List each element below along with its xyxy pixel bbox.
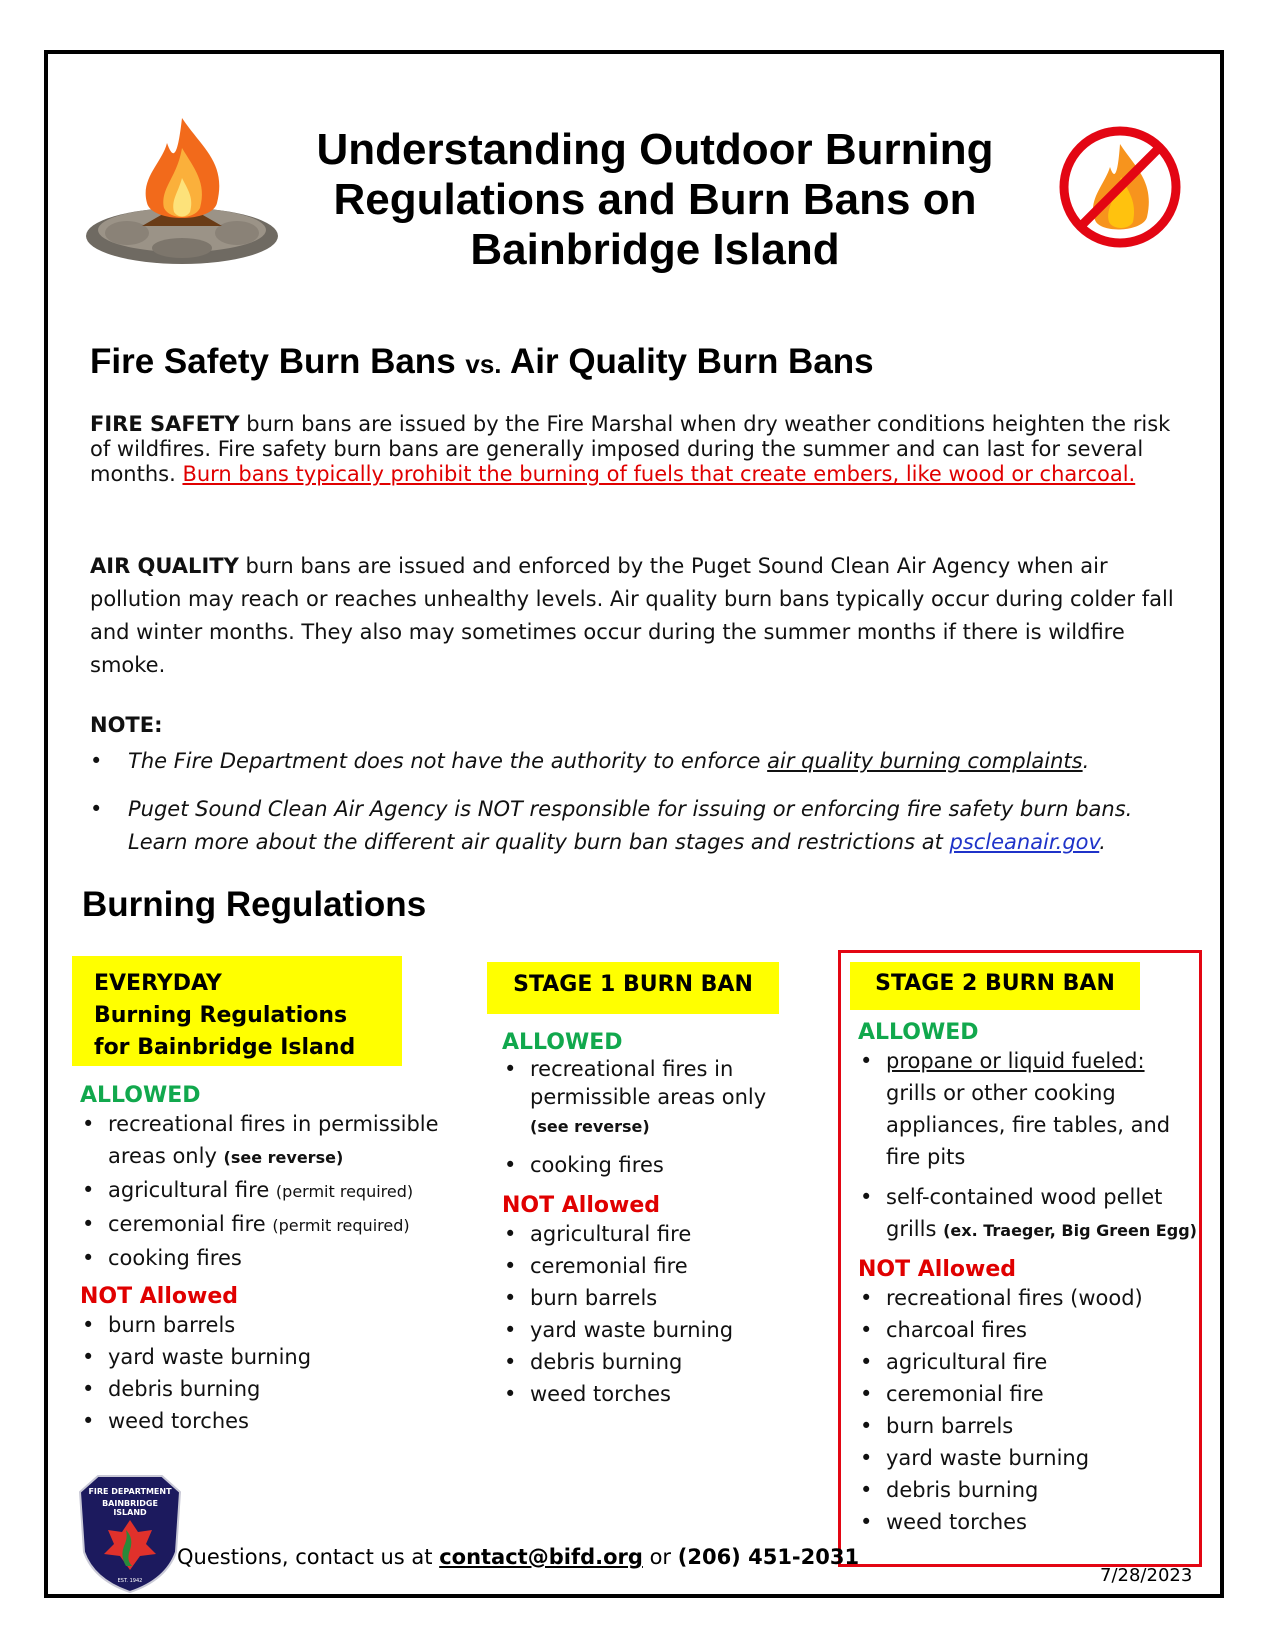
title-line-3: Bainbridge Island: [470, 225, 840, 274]
everyday-head-line-1: EVERYDAY: [94, 971, 222, 996]
email-link[interactable]: contact@bifd.org: [439, 1545, 643, 1569]
logo-mid-text-2: ISLAND: [113, 1508, 147, 1517]
not-allowed-label: NOT Allowed: [502, 1193, 660, 1218]
stage2-header: STAGE 2 BURN BAN: [850, 962, 1140, 1010]
item-note: (permit required): [275, 1182, 414, 1201]
item-text: grills or other cooking appliances, fire tables, and fire pits: [886, 1081, 1171, 1169]
title-part-1: Fire Safety Burn Bans: [90, 342, 466, 381]
air-quality-text: burn bans are issued and enforced by the Puget Sound Clean Air Agency when air pollution may reach or reaches unhealthy levels. Air quality burn bans typically occur during colder fall and winter months. They also may sometimes occur during the summer months if there is wildfire smoke.: [90, 554, 1174, 677]
stage1-not-allowed-list: [502, 1218, 802, 1410]
air-quality-paragraph: [90, 550, 1190, 682]
item-text: cooking fires: [530, 1153, 664, 1177]
list-item: • charcoal fires: [858, 1314, 1198, 1346]
list-item: [502, 1055, 802, 1141]
list-item: [80, 1242, 460, 1274]
list-item: [858, 1181, 1198, 1247]
allowed-label: ALLOWED: [858, 1020, 979, 1045]
contact-prefix: Questions, contact us at: [177, 1545, 440, 1569]
contact-line: [177, 1545, 859, 1569]
note-item: [90, 745, 1190, 778]
list-item: • yard waste burning: [858, 1442, 1198, 1474]
list-item: • agricultural fire: [858, 1346, 1198, 1378]
title-vs: vs.: [465, 349, 502, 379]
list-item: • debris burning: [858, 1474, 1198, 1506]
list-item: • debris burning: [502, 1346, 802, 1378]
list-item: • debris burning: [80, 1373, 460, 1405]
list-item: • recreational fires (wood): [858, 1282, 1198, 1314]
allowed-label: ALLOWED: [80, 1083, 201, 1108]
everyday-header: [72, 956, 402, 1066]
list-item: [502, 1149, 802, 1181]
list-item: • weed torches: [80, 1405, 460, 1437]
fire-safety-paragraph: [90, 412, 1190, 487]
phone-number[interactable]: (206) 451-2031: [677, 1545, 860, 1569]
stage1-header: STAGE 1 BURN BAN: [487, 962, 779, 1014]
list-item: [80, 1208, 460, 1242]
everyday-not-allowed-list: [80, 1309, 460, 1437]
item-text: self-contained wood pellet grills: [886, 1185, 1163, 1241]
item-note: (ex. Traeger, Big Green Egg): [943, 1221, 1197, 1240]
not-allowed-label: NOT Allowed: [858, 1257, 1016, 1282]
note-text: Puget Sound Clean Air Agency is NOT responsible for issuing or enforcing fire safety burn bans. Learn more about the different air quality burn ban stages and restrictions at: [128, 797, 1133, 854]
air-quality-complaints-link[interactable]: air quality burning complaints: [767, 749, 1083, 773]
title-line-1: Understanding Outdoor Burning: [316, 125, 994, 174]
contact-or: or: [642, 1545, 678, 1569]
note-punct: .: [1082, 749, 1090, 773]
document-date: 7/28/2023: [1100, 1565, 1193, 1586]
list-item: [858, 1045, 1198, 1173]
list-item: • burn barrels: [858, 1410, 1198, 1442]
note-punct: .: [1099, 830, 1106, 854]
item-text: recreational fires in permissible areas only: [108, 1112, 439, 1168]
stage1-allowed-list: [502, 1055, 802, 1181]
list-item: • ceremonial fire: [858, 1378, 1198, 1410]
list-item: • yard waste burning: [502, 1314, 802, 1346]
note-text: The Fire Department does not have the authority to enforce: [128, 749, 768, 773]
note-label: NOTE:: [90, 713, 163, 737]
list-item: • agricultural fire: [502, 1218, 802, 1250]
fire-safety-emphasis: Burn bans typically prohibit the burning of fuels that create embers, like wood or charcoal.: [182, 462, 1136, 486]
item-lead: propane or liquid fueled:: [886, 1049, 1145, 1073]
not-allowed-label: NOT Allowed: [80, 1284, 238, 1309]
pscleanair-link[interactable]: pscleanair.gov: [949, 830, 1100, 854]
item-text: recreational fires in permissible areas only: [530, 1057, 767, 1109]
list-item: [80, 1174, 460, 1208]
stage2-column: [858, 1020, 1198, 1538]
fire-department-logo: [76, 1472, 184, 1594]
campfire-icon: [82, 108, 282, 273]
everyday-allowed-list: [80, 1108, 460, 1274]
list-item: • weed torches: [502, 1378, 802, 1410]
item-text: ceremonial fire: [108, 1212, 273, 1236]
section-title-burning-regulations: Burning Regulations: [82, 885, 427, 924]
list-item: • burn barrels: [502, 1282, 802, 1314]
logo-est-text: EST. 1942: [117, 1578, 143, 1584]
note-item: [90, 793, 1190, 859]
list-item: [80, 1108, 460, 1174]
no-fire-icon: [1055, 122, 1185, 252]
stage2-not-allowed-list: [858, 1282, 1198, 1538]
list-item: • yard waste burning: [80, 1341, 460, 1373]
everyday-head-line-3: for Bainbridge Island: [94, 1035, 356, 1060]
everyday-head-line-2: Burning Regulations: [94, 1003, 348, 1028]
list-item: • burn barrels: [80, 1309, 460, 1341]
fire-safety-text: burn bans are issued by the Fire Marshal when dry weather conditions heighten the risk of wildfires. Fire safety burn bans are generally imposed during the summer and can last for several months.: [90, 412, 1171, 486]
allowed-label: ALLOWED: [502, 1030, 623, 1055]
list-item: • weed torches: [858, 1506, 1198, 1538]
page-title: [270, 125, 1040, 275]
everyday-column: [80, 1083, 460, 1437]
logo-mid-text-1: BAINBRIDGE: [102, 1499, 158, 1508]
section-title-burn-bans: [90, 342, 874, 382]
fire-safety-lead: FIRE SAFETY: [90, 412, 240, 436]
note-list: [90, 745, 1190, 874]
title-line-2: Regulations and Burn Bans on: [333, 175, 977, 224]
logo-top-text: FIRE DEPARTMENT: [88, 1487, 172, 1496]
stage1-column: [502, 1030, 802, 1410]
air-quality-lead: AIR QUALITY: [90, 554, 239, 578]
item-text: cooking fires: [108, 1246, 242, 1270]
list-item: • ceremonial fire: [502, 1250, 802, 1282]
title-part-2: Air Quality Burn Bans: [501, 342, 874, 381]
item-note: (permit required): [272, 1216, 410, 1235]
item-note: (see reverse): [223, 1148, 344, 1167]
item-note: (see reverse): [530, 1117, 650, 1136]
item-text: agricultural fire: [108, 1178, 276, 1202]
stage2-allowed-list: [858, 1045, 1198, 1247]
